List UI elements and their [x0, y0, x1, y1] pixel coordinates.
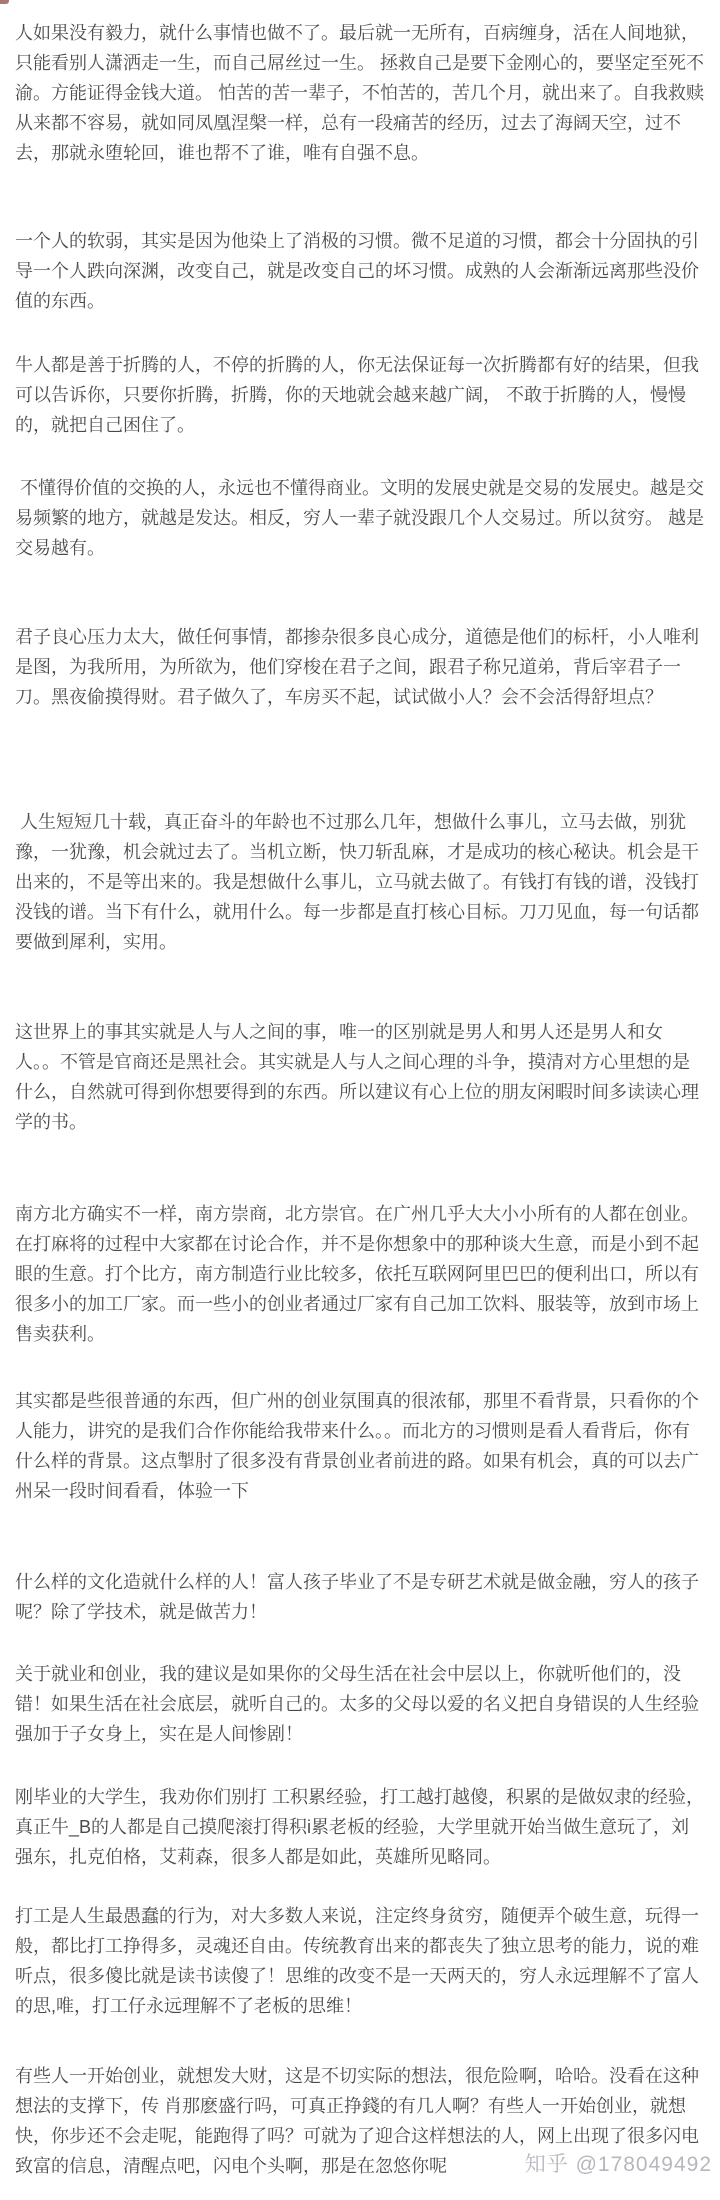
edge-artifact	[0, 0, 9, 4]
paragraph: 其实都是些很普通的东西，但广州的创业氛围真的很浓郁，那里不看背景，只看你的个人能力，讲究的是我们合作你能给我带来什么。。而北方的习惯则是看人看背后，你有什么样的背景。这点掣肘了很多没有背景创业者前进的路。如果有机会，真的可以去广州呆一段时间看看，体验一下	[15, 1391, 699, 1501]
paragraph: 牛人都是善于折腾的人，不停的折腾的人，你无法保证每一次折腾都有好的结果，但我可以告诉你，只要你折腾，折腾，你的天地就会越来越广阔， 不敢于折腾的人，慢慢的，就把自己困住了。	[15, 355, 699, 435]
paragraph: 关于就业和创业，我的建议是如果你的父母生活在社会中层以上，你就听他们的，没错！如果生活在社会底层，就听自己的。太多的父母以爱的名义把自身错误的人生经验强加于子女身上，实在是人间惨剧！	[15, 1664, 699, 1744]
paragraph: 不懂得价值的交换的人，永远也不懂得商业。文明的发展史就是交易的发展史。越是交易频繁的地方，就越是发达。相反，穷人一辈子就没跟几个人交易过。所以贫穷。 越是交易越有。	[15, 478, 705, 558]
paragraph: 君子良心压力太大，做任何事情，都掺杂很多良心成分，道德是他们的标杆，小人唯利是图，为我所用，为所欲为，他们穿梭在君子之间，跟君子称兄道弟，背后宰君子一刀。黑夜偷摸得财。君子做久了，车房买不起，试试做小人？会不会活得舒坦点？	[15, 627, 699, 707]
paragraph: 有些人一开始创业，就想发大财，这是不切实际的想法，很危险啊，哈哈。没看在这种想法的支撑下，传 肖那麽盛行吗，可真正挣錢的有几人啊？有些人一开始创业，就想快，你步还不会走呢，能跑得了吗？可就为了迎合这样想法的人，网上出现了很多闪电致富的信息，清醒点吧，闪电个头啊，那是在忽悠你呢	[15, 2066, 699, 2176]
paragraph: 一个人的软弱，其实是因为他染上了消极的习惯。微不足道的习惯，都会十分固执的引导一个人跌向深渊，改变自己，就是改变自己的坏习惯。成熟的人会渐渐远离那些没价值的东西。	[15, 231, 699, 311]
paragraph: 人生短短几十载，真正奋斗的年龄也不过那么几年，想做什么事儿，立马去做，别犹豫，一犹豫，机会就过去了。当机立断，快刀斩乱麻，才是成功的核心秘诀。机会是干出来的，不是等出来的。我是想做什么事儿，立马就去做了。有钱打有钱的谱，没钱打没钱的谱。当下有什么，就用什么。每一步都是直打核心目标。刀刀见血，每一句话都要做到犀利，实用。	[15, 812, 699, 952]
zhihu-watermark: 知乎 @178049492	[524, 2153, 712, 2176]
article-body	[15, 18, 705, 2181]
paragraph: 这世界上的事其实就是人与人之间的事，唯一的区别就是男人和男人还是男人和女人。。不管是官商还是黑社会。其实就是人与人之间心理的斗争，摸清对方心里想的是什么，自然就可得到你想要得到的东西。所以建议有心上位的朋友闲暇时间多读读心理学的书。	[15, 1022, 699, 1132]
paragraph: 刚毕业的大学生，我劝你们别打 工积累经验，打工越打越傻，积累的是做奴隶的经验，真正牛_B的人都是自己摸爬滚打得积i累老板的经验，大学里就开始当做生意玩了，刘强东，扎克伯格，艾莉森，很多人都是如此，英雄所见略同。	[15, 1787, 704, 1867]
paragraph: 人如果没有毅力，就什么事情也做不了。最后就一无所有，百病缠身，活在人间地狱，只能看别人潇洒走一生，而自己屌丝过一生。 拯救自己是要下金刚心的，要坚定至死不渝。方能证得金钱大道。 怕苦的苦一辈子，不怕苦的，苦几个月，就出来了。自我救赎从来都不容易，就如同凤凰涅槃一样，总有一段痛苦的经历，过去了海阔天空，过不去，那就永堕轮回，谁也帮不了谁，唯有自强不息。	[15, 23, 704, 163]
paragraph: 什么样的文化造就什么样的人！富人孩子毕业了不是专研艺术就是做金融，穷人的孩子呢？除了学技术，就是做苦力！	[15, 1572, 699, 1622]
paragraph: 打工是人生最愚蠢的行为，对大多数人来说，注定终身贫穷，随便弄个破生意，玩得一般，都比打工挣得多，灵魂还自由。传统教育出来的都丧失了独立思考的能力，说的难听点，很多傻比就是读书读傻了！思维的改变不是一天两天的，穷人永远理解不了富人的思,唯，打工仔永远理解不了老板的思维！	[15, 1906, 699, 2016]
paragraph: 南方北方确实不一样，南方崇商，北方崇官。在广州几乎大大小小所有的人都在创业。在打麻将的过程中大家都在讨论合作，并不是你想象中的那种谈大生意，而是小到不起眼的生意。打个比方，南方制造行业比较多，依托互联网阿里巴巴的便利出口，所以有很多小的加工厂家。而一些小的创业者通过厂家有自己加工饮料、服装等，放到市场上售卖获利。	[15, 1204, 699, 1344]
